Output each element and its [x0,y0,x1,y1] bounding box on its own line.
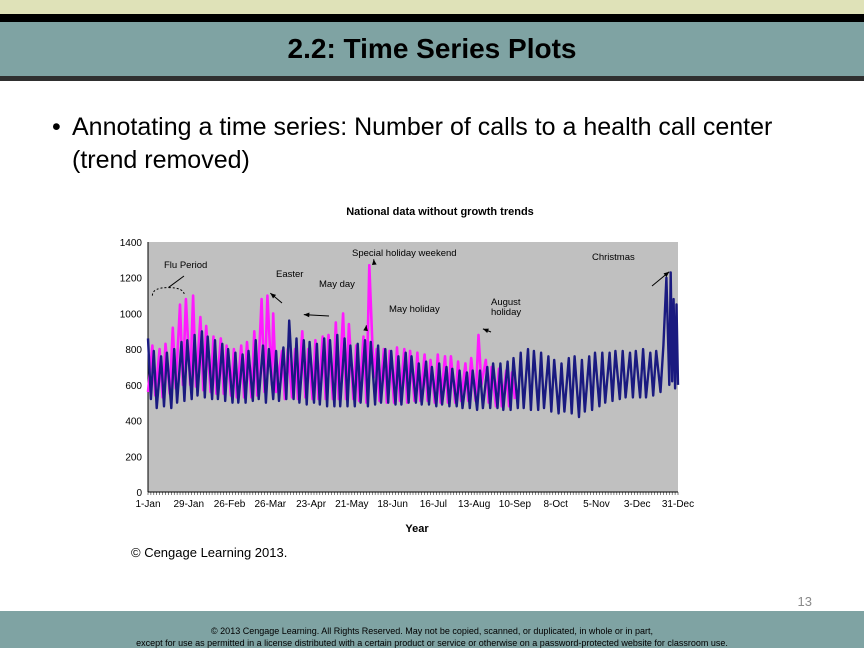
bullet-marker: • [52,113,61,142]
y-tick-label: 600 [125,381,142,392]
annotation-label: holiday [491,307,521,318]
y-tick-label: 200 [125,452,142,463]
x-axis-label: Year [405,523,429,535]
y-tick-label: 800 [125,345,142,356]
x-tick-label: 16-Jul [420,499,447,510]
footer-copyright [0,625,864,649]
footer-line-2: except for use as permitted in a license distributed with a certain product or service or otherwise on a password-protected website for classroom use. [0,637,864,649]
annotation-label: Special holiday weekend [352,248,457,259]
x-tick-label: 5-Nov [583,499,610,510]
y-tick-label: 1200 [120,274,143,285]
y-tick-label: 0 [136,488,142,499]
y-axis [120,238,148,499]
x-tick-label: 18-Jun [377,499,408,510]
y-tick-label: 400 [125,417,142,428]
x-tick-label: 1-Jan [135,499,160,510]
x-tick-label: 10-Sep [499,499,532,510]
x-tick-label: 26-Feb [214,499,246,510]
annotation-label: Christmas [592,252,635,263]
title-bar [0,22,864,81]
chart-title: National data without growth trends [346,206,534,218]
y-tick-label: 1400 [120,238,143,249]
y-tick-label: 1000 [120,309,143,320]
annotation-label: August [491,297,521,308]
footer-line-1: © 2013 Cengage Learning. All Rights Reserved. May not be copied, scanned, or duplicated, in whole or in part, [0,625,864,637]
page-number: 13 [798,594,812,609]
annotation-label: Easter [276,269,303,280]
top-decor-stripe [0,0,864,14]
x-tick-label: 29-Jan [173,499,204,510]
x-tick-label: 8-Oct [543,499,568,510]
annotation-label: May holiday [389,304,440,315]
annotation-label: Flu Period [164,260,207,271]
x-axis [135,492,694,510]
x-tick-label: 21-May [335,499,368,510]
bullet-text: Annotating a time series: Number of calls to a health call center (trend removed) [72,111,832,177]
x-tick-label: 13-Aug [458,499,490,510]
time-series-chart [106,196,706,536]
top-decor-line [0,14,864,22]
x-tick-label: 23-Apr [296,499,327,510]
x-tick-label: 31-Dec [662,499,694,510]
credit-text: © Cengage Learning 2013. [131,545,287,560]
annotation-label: May day [319,279,355,290]
x-tick-label: 3-Dec [624,499,651,510]
x-tick-label: 26-Mar [254,499,286,510]
slide-title: 2.2: Time Series Plots [288,33,577,65]
